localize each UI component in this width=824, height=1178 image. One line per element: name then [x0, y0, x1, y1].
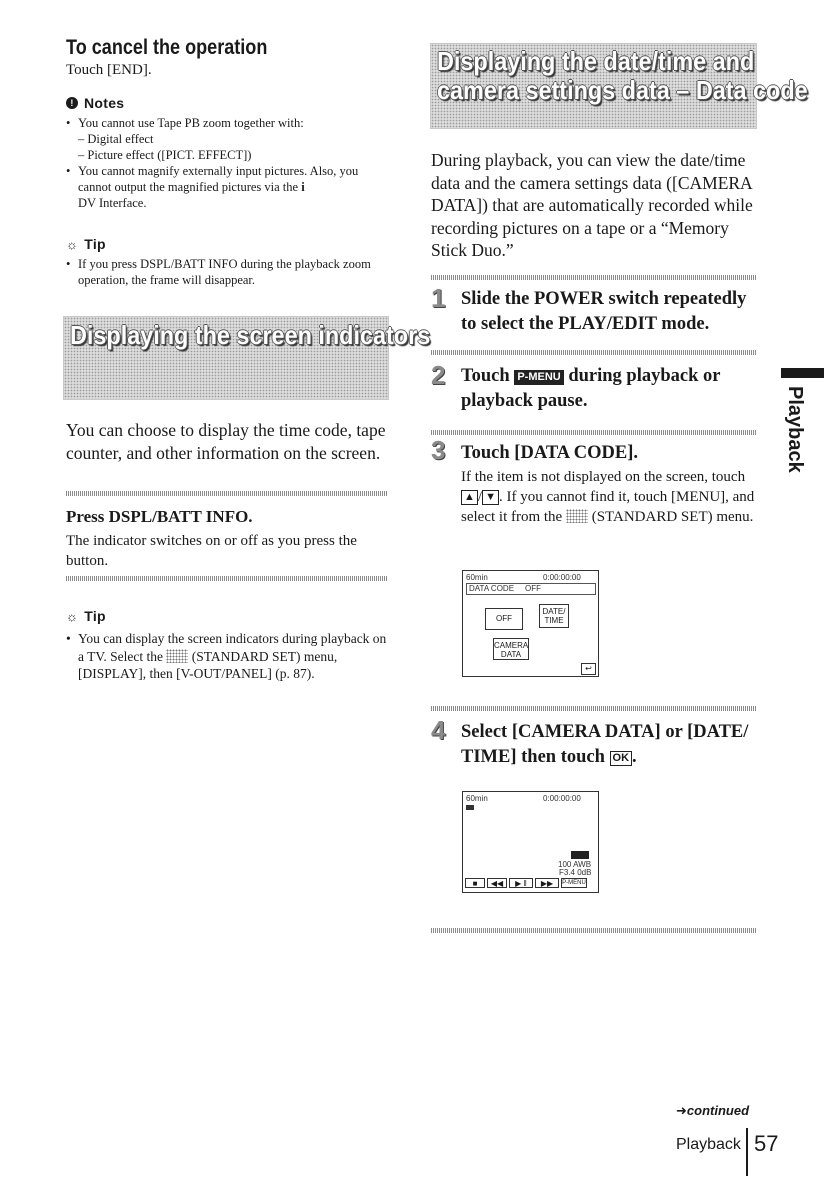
banner-data-code-line2: camera settings data – Data code	[437, 75, 808, 105]
step-1-title: Slide the POWER switch repeatedly to select the PLAY/EDIT mode.	[461, 289, 747, 334]
step-4-number: 4	[431, 715, 446, 745]
indicators-intro: You can choose to display the time code, tape counter, and other information on the screen.	[66, 420, 386, 463]
rewind-button[interactable]: ◀◀	[487, 878, 507, 888]
cancel-heading: To cancel the operation	[66, 36, 268, 59]
return-button[interactable]: ↩	[581, 663, 596, 675]
playback-control-bar	[465, 878, 595, 888]
data-code-label-bar	[466, 583, 596, 595]
date-time-button[interactable]: DATE/ TIME	[539, 604, 569, 628]
notes-block	[66, 95, 124, 111]
cancel-text: Touch [END].	[66, 62, 152, 78]
page-number: 57	[754, 1131, 779, 1156]
ok-button[interactable]: OK	[610, 751, 633, 766]
stop-button[interactable]: ■	[465, 878, 485, 888]
banner-screen-indicators	[63, 316, 431, 400]
tip1-list	[66, 256, 388, 288]
tip2-heading-row	[66, 608, 106, 624]
lcd-screen-data-code-menu	[462, 570, 599, 677]
footer-section: Playback	[676, 1136, 741, 1153]
notes-heading: Notes	[84, 95, 125, 111]
tip-icon: ☼	[66, 236, 79, 252]
steadyshot-icon	[571, 851, 589, 859]
step-3-number: 3	[431, 435, 446, 465]
banner-data-code	[430, 43, 808, 129]
divider	[431, 928, 757, 933]
tip-icon: ☼	[66, 608, 79, 624]
continued-marker: ➜continued	[676, 1103, 750, 1118]
fast-forward-button[interactable]: ▶▶	[535, 878, 559, 888]
banner-data-code-line1: Displaying the date/time and	[437, 46, 755, 76]
tip1-heading-row	[66, 236, 106, 252]
tape-icon	[466, 805, 474, 810]
data-code-intro: During playback, you can view the date/time data and the camera settings data ([CAMERA DATA]) that are automatically recorded while recording pictures on a tape or a “Memory Stick Duo.”	[431, 150, 753, 260]
divider	[66, 491, 388, 496]
battery-indicator: 60min	[466, 573, 488, 582]
scroll-down-button[interactable]: ▼	[482, 490, 499, 505]
press-heading: Press DSPL/BATT INFO.	[66, 507, 253, 526]
data-code-value: OFF	[525, 584, 541, 593]
step-2-title: Touch P-MENU during playback or playback pause.	[461, 366, 721, 411]
side-tab-label: Playback	[784, 386, 806, 473]
footer-divider	[746, 1128, 748, 1176]
press-text: The indicator switches on or off as you press the button.	[66, 533, 357, 569]
off-button[interactable]: OFF	[485, 608, 523, 630]
tip2-item: • You can display the screen indicators during playback on a TV. Select the (STANDARD SET) menu, [DISPLAY], then [V-OUT/PANEL] (p. 87).	[66, 630, 388, 683]
standard-set-icon	[566, 509, 588, 523]
step-3-body: If the item is not displayed on the screen, touch ▲ / ▼ . If you cannot find it, touch [MENU], and select it from the (STANDARD SET) menu.	[461, 469, 755, 525]
divider	[66, 576, 388, 581]
time-counter: 0:00:00:00	[543, 573, 581, 582]
note-item: • You cannot magnify externally input pictures. Also, you cannot output the magnified pictures via the i DV Interface.	[66, 163, 386, 211]
play-pause-button[interactable]: ▶ ‖	[509, 878, 533, 888]
divider	[431, 350, 757, 355]
step-3-title: Touch [DATA CODE].	[461, 443, 638, 463]
battery-indicator: 60min	[466, 794, 488, 803]
lcd-screen-camera-data	[462, 791, 599, 893]
arrow-right-icon: ➜	[676, 1103, 687, 1118]
time-counter: 0:00:00:00	[543, 794, 581, 803]
step-2-number: 2	[431, 360, 446, 390]
notes-list	[66, 115, 386, 211]
tip1-heading: Tip	[84, 236, 106, 252]
notes-icon: !	[66, 97, 78, 109]
step-4-title: Select [CAMERA DATA] or [DATE/ TIME] then touch OK .	[461, 722, 749, 767]
tip1-item: • If you press DSPL/BATT INFO during the playback zoom operation, the frame will disappear.	[66, 256, 388, 288]
divider	[431, 275, 757, 280]
tip2-heading: Tip	[84, 608, 106, 624]
side-tab-bar	[781, 368, 824, 378]
dv-interface-icon: i	[301, 180, 305, 194]
note-item: • You cannot use Tape PB zoom together with: – Digital effect – Picture effect ([PICT. EFFECT])	[66, 115, 386, 163]
camera-data-line2: F3.4 0dB	[559, 868, 592, 877]
banner-screen-indicators-title: Displaying the screen indicators	[70, 320, 431, 350]
camera-data-line1: 100 AWB	[558, 860, 592, 869]
p-menu-button[interactable]: P-MENU	[514, 370, 563, 385]
camera-data-button[interactable]: CAMERA DATA	[493, 638, 529, 660]
step-1-number: 1	[431, 283, 446, 313]
divider	[431, 430, 757, 435]
data-code-label: DATA CODE	[469, 584, 515, 593]
divider	[431, 706, 757, 711]
standard-set-icon	[166, 649, 188, 663]
p-menu-button[interactable]: P-MENU	[562, 880, 586, 886]
tip2-list	[66, 630, 388, 683]
scroll-up-button[interactable]: ▲	[461, 490, 478, 505]
